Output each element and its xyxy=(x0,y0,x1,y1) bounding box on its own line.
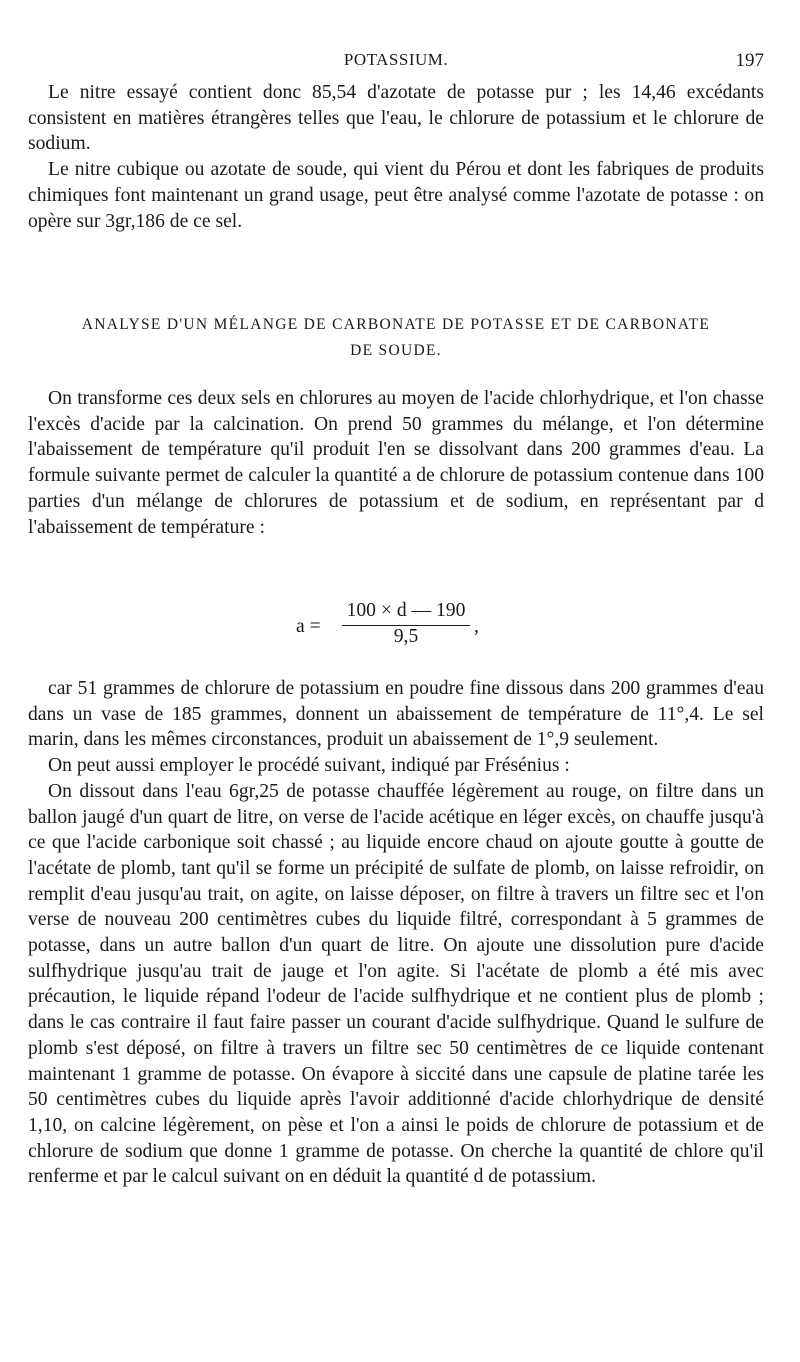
paragraph-transformation: On transforme ces deux sels en chlorures au moyen de l'acide chlorhydrique, et l'on chasse l'excès d'acide par la calcination. On prend 50 grammes du mélange, et l'on détermine l'abaissement de température qu'il produit l'en se dissolvant dans 200 grammes d'eau. La formule suivante permet de calculer la quantité a de chlorure de potassium contenue dans 100 parties d'un mélange de chlorures de potassium et de sodium, en représentant par d l'abaissement de température : xyxy=(28,388,764,538)
intro-section xyxy=(28,80,764,234)
formula xyxy=(290,596,550,656)
formula-comma: , xyxy=(474,616,479,637)
formula-lhs: a = xyxy=(296,616,321,637)
formula-numerator: 100 × d — 190 xyxy=(346,600,466,621)
method-section xyxy=(28,386,764,540)
paragraph-nitre-cubique: Le nitre cubique ou azotate de soude, qui vient du Pérou et dont les fabriques de produits chimiques font maintenant un grand usage, peut être analysé comme l'azotate de potasse : on opère sur 3gr,186 de ce sel. xyxy=(28,159,764,232)
page-header xyxy=(28,50,764,74)
page-number: 197 xyxy=(735,50,764,71)
paragraph-fresenius-procedure: On dissout dans l'eau 6gr,25 de potasse chauffée légèrement au rouge, on filtre dans un ballon jaugé d'un quart de litre, on verse de l'acide acétique en léger excès, on chauffe jusqu'à ce que l'acide carbonique soit chassé ; au liquide encore chaud on ajoute goutte à goutte de l'acétate de plomb, tant qu'il se forme un précipité de sulfate de plomb, on laisse refroidir, on remplit d'eau jusqu'au trait, on agite, on laisse déposer, on filtre à travers un filtre sec et l'on verse de nouveau 200 centimètres cubes du liquide filtré, correspondant à 5 grammes de potasse, dans un autre ballon d'un quart de litre. On ajoute une dissolution pure d'acide sulfhydrique jusqu'au trait de jauge et l'on agite. Si l'acétate de plomb a été mis avec précaution, le liquide répand l'odeur de l'acide sulfhydrique et ne contient plus de plomb ; dans le cas contraire il faut faire passer un courant d'acide sulfhydrique. Quand le sulfure de plomb s'est déposé, on filtre à travers un filtre sec 50 centimètres de ce liquide contenant maintenant 1 gramme de potasse. On évapore à siccité dans une capsule de platine tarée les 50 centimètres cubes du liquide après l'avoir additionné d'acide chlorhydrique de densité 1,10, on calcine légèrement, on pèse et l'on a ainsi le poids de chlorure de potassium et de chlorure de sodium que donne 1 gramme de potasse. On cherche la quantité de chlore qu'il renferme et par le calcul suivant on en déduit la quantité d de potassium. xyxy=(28,780,764,1188)
section-heading-line-2: DE SOUDE. xyxy=(350,342,442,359)
paragraph-fresenius-intro: On peut aussi employer le procédé suivant, indiqué par Frésénius : xyxy=(48,755,570,777)
section-heading-line-1: ANALYSE D'UN MÉLANGE DE CARBONATE DE POTASSE ET DE CARBONATE xyxy=(81,316,711,333)
paragraph-explanation: car 51 grammes de chlorure de potassium en poudre fine dissous dans 200 grammes d'eau dans un vase de 185 grammes, donnent un abaissement de température de 11°,4. Le sel marin, dans les mêmes circonstances, produit un abaissement de 1°,9 seulement. xyxy=(28,678,764,751)
procedure-section xyxy=(28,676,764,1190)
formula-denominator: 9,5 xyxy=(393,626,419,647)
paragraph-nitre-essaye: Le nitre essayé contient donc 85,54 d'azotate de potasse pur ; les 14,46 excédants consistent en matières étrangères telles que l'eau, le chlorure de potassium et le chlorure de sodium. xyxy=(28,82,764,155)
running-head: POTASSIUM. xyxy=(343,50,449,69)
section-heading xyxy=(28,312,764,364)
